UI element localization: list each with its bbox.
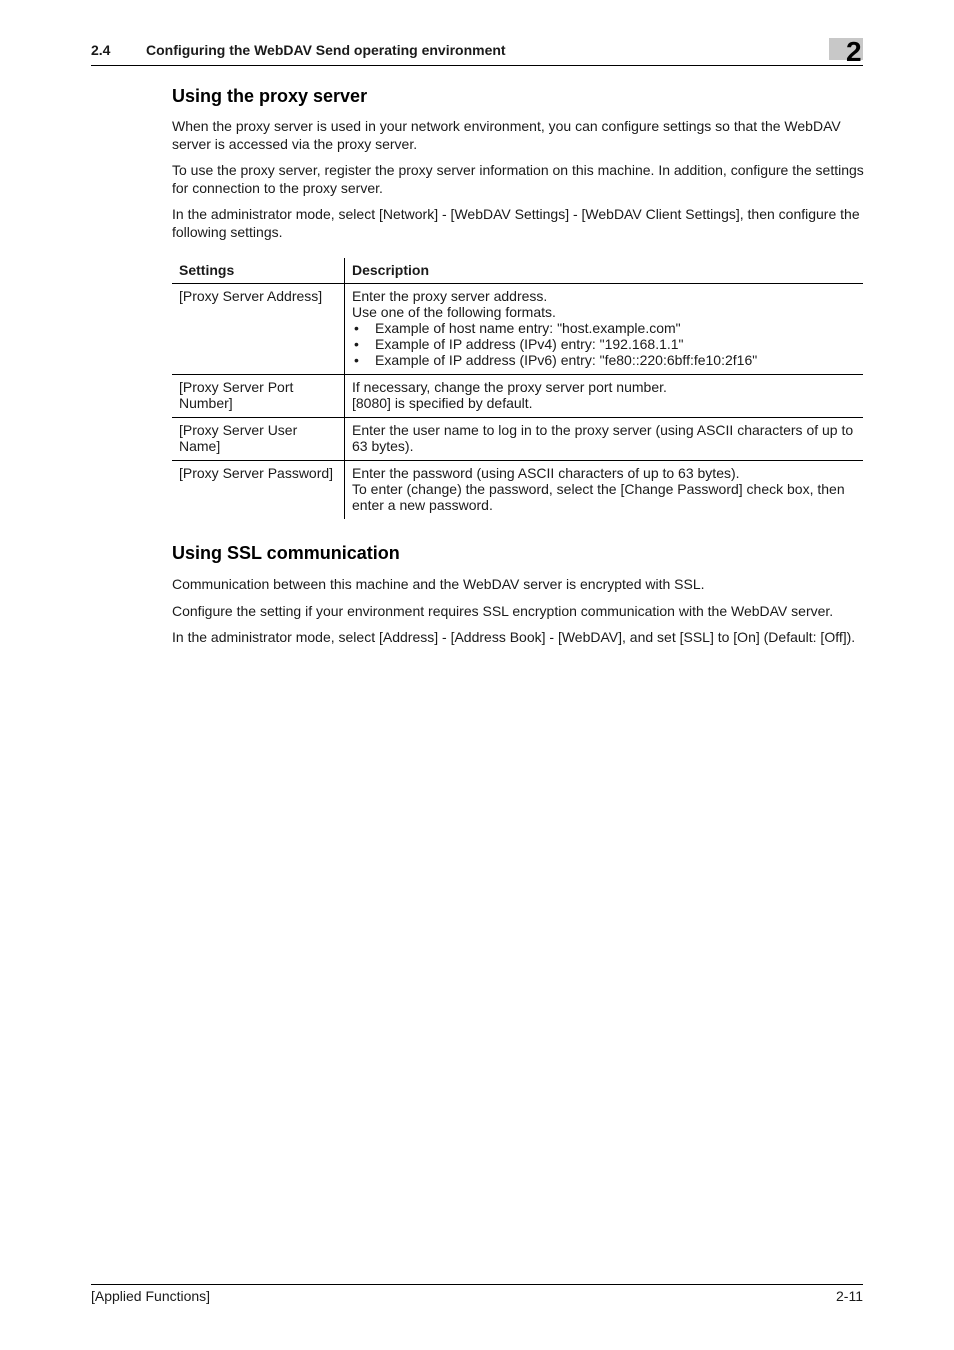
setting-cell: [Proxy Server Port Number] (172, 375, 345, 418)
section-title: Configuring the WebDAV Send operating environment (146, 42, 506, 58)
proxy-heading: Using the proxy server (172, 86, 368, 106)
table-row (172, 375, 863, 418)
description-cell (345, 418, 864, 461)
section-number: 2.4 (91, 42, 111, 58)
footer-manual-title: [Applied Functions] (91, 1288, 211, 1304)
running-header (91, 38, 863, 66)
ssl-paragraph: Configure the setting if your environment requires SSL encryption communication with the WebDAV server. (172, 603, 834, 619)
setting-cell: [Proxy Server Address] (172, 284, 345, 375)
page-footer (91, 1284, 863, 1304)
bullet-item: • Example of host name entry: "host.example.com" (352, 320, 856, 336)
proxy-settings-table (172, 258, 863, 519)
ssl-paragraph: In the administrator mode, select [Address] - [Address Book] - [WebDAV], and set [SSL] to [On] (Default: [Off]). (172, 629, 856, 645)
column-header-settings: Settings (172, 258, 345, 284)
main-content (172, 84, 864, 646)
table-row (172, 284, 863, 375)
proxy-paragraph: To use the proxy server, register the proxy server information on this machine. In addition, configure the settings for connection to the proxy server. (172, 162, 864, 196)
bullet-item: • Example of IP address (IPv6) entry: "fe80::220:6bff:fe10:2f16" (352, 352, 856, 368)
setting-cell: [Proxy Server User Name] (172, 418, 345, 461)
description-line: If necessary, change the proxy server port number. (352, 379, 667, 395)
description-line: Enter the password (using ASCII characters of up to 63 bytes). (352, 465, 740, 481)
description-line: Use one of the following formats. (352, 304, 556, 320)
description-line: Enter the proxy server address. (352, 288, 548, 304)
table-row (172, 461, 863, 520)
setting-cell: [Proxy Server Password] (172, 461, 345, 520)
proxy-paragraph: When the proxy server is used in your network environment, you can configure settings so that the WebDAV server is accessed via the proxy server. (172, 118, 841, 152)
chapter-number: 2 (846, 36, 862, 67)
bullet-item: • Example of IP address (IPv4) entry: "192.168.1.1" (352, 336, 856, 352)
description-cell (345, 284, 864, 375)
page-number: 2-11 (836, 1288, 863, 1304)
description-cell (345, 461, 864, 520)
description-line: To enter (change) the password, select the [Change Password] check box, then enter a new password. (352, 481, 845, 513)
description-line: Enter the user name to log in to the proxy server (using ASCII characters of up to 63 bytes). (352, 422, 854, 454)
description-line: [8080] is specified by default. (352, 395, 533, 411)
table-row (172, 418, 863, 461)
ssl-paragraph: Communication between this machine and the WebDAV server is encrypted with SSL. (172, 576, 705, 592)
column-header-description: Description (345, 258, 864, 284)
description-cell (345, 375, 864, 418)
ssl-heading: Using SSL communication (172, 543, 400, 563)
table-header-row (172, 258, 863, 284)
proxy-paragraph: In the administrator mode, select [Network] - [WebDAV Settings] - [WebDAV Client Settings], then configure the following settings. (172, 206, 860, 240)
